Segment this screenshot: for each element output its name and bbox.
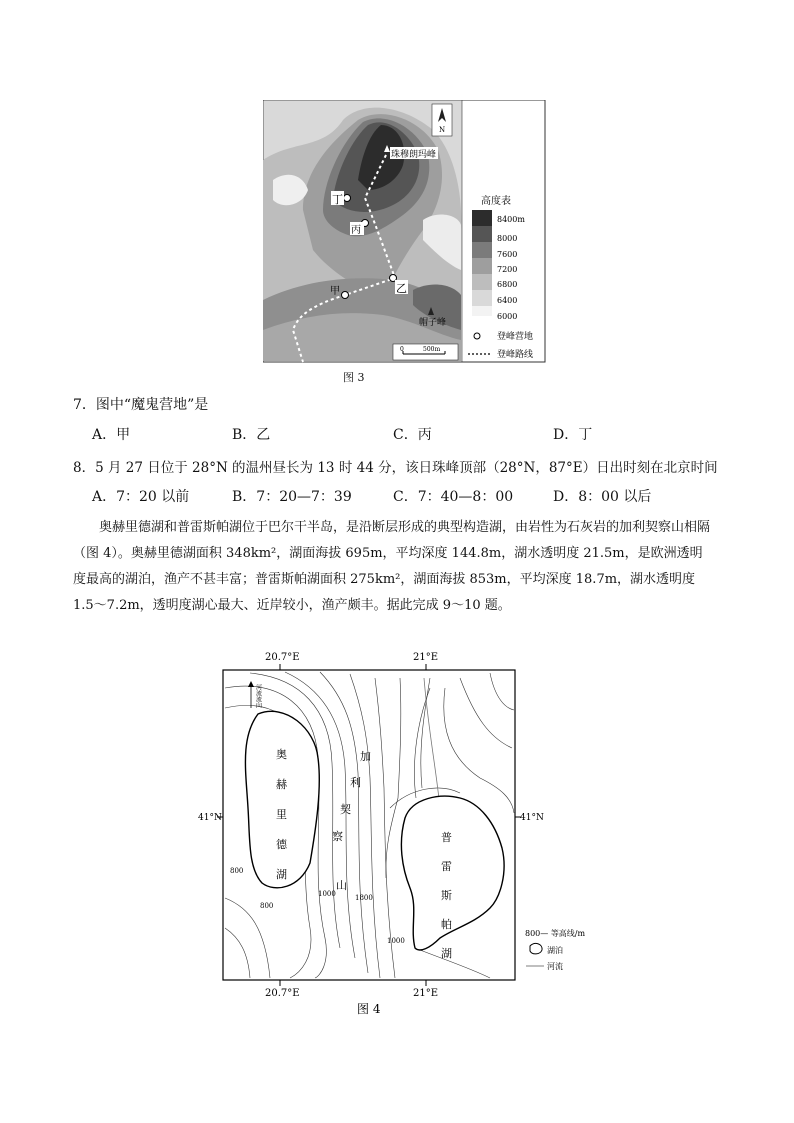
- svg-text:21°E: 21°E: [413, 988, 439, 999]
- svg-text:41°N: 41°N: [198, 813, 222, 823]
- camp-ding: [344, 195, 351, 202]
- lake-ohrid: [245, 711, 319, 887]
- legend-contour: 800— 等高线/m: [525, 929, 586, 938]
- camp-bing-label: 丙: [351, 225, 361, 236]
- svg-text:1000: 1000: [318, 890, 336, 898]
- svg-text:里: 里: [276, 808, 287, 821]
- svg-text:湖: 湖: [441, 947, 452, 960]
- legend-route: 登峰路线: [497, 350, 534, 360]
- figure-4-caption: 图 4: [357, 1002, 381, 1016]
- figure-3-map: [263, 100, 548, 365]
- camp-jia: [342, 292, 349, 299]
- svg-text:20.7°E: 20.7°E: [265, 988, 300, 999]
- question-7-stem: 7．图中“魔鬼营地”是: [73, 397, 209, 413]
- svg-text:8000: 8000: [497, 234, 518, 243]
- everest-label: 珠穆朗玛峰: [391, 150, 437, 160]
- q8-option-c: C．7：40—8：00: [393, 489, 514, 505]
- svg-text:雷: 雷: [441, 860, 452, 873]
- svg-text:契: 契: [340, 803, 351, 816]
- hat-peak-label: 帽子峰: [419, 318, 447, 328]
- svg-text:500m: 500m: [423, 346, 441, 353]
- q7-option-c: C．丙: [393, 427, 432, 443]
- q8-option-a: A．7：20 以前: [92, 489, 190, 505]
- svg-text:6400: 6400: [497, 296, 518, 305]
- svg-text:德: 德: [276, 838, 287, 851]
- svg-text:20.7°E: 20.7°E: [265, 652, 300, 663]
- svg-text:普: 普: [441, 831, 452, 844]
- svg-text:奥: 奥: [276, 748, 287, 761]
- svg-text:加: 加: [360, 750, 371, 763]
- svg-text:察: 察: [332, 830, 343, 843]
- north-arrow-icon: [432, 104, 452, 136]
- svg-text:1800: 1800: [355, 894, 373, 902]
- legend-camp: 登峰营地: [497, 332, 534, 342]
- svg-text:0: 0: [400, 346, 404, 353]
- svg-text:21°E: 21°E: [413, 652, 439, 663]
- q8-option-d: D．8：00 以后: [553, 489, 652, 505]
- svg-text:N: N: [439, 126, 446, 134]
- svg-text:41°N: 41°N: [520, 813, 544, 823]
- svg-text:山: 山: [336, 879, 347, 892]
- camp-jia-label: 甲: [330, 286, 340, 297]
- q8-option-b: B．7：20—7：39: [232, 489, 352, 505]
- svg-text:1000: 1000: [387, 937, 405, 945]
- svg-text:800: 800: [230, 867, 244, 875]
- q7-option-a: A．甲: [92, 427, 131, 443]
- scale-bar: [393, 344, 458, 360]
- svg-text:8400m: 8400m: [497, 215, 525, 224]
- figure-4-map: [190, 648, 610, 1023]
- q7-option-b: B．乙: [232, 427, 271, 443]
- passage-lakes: 奥赫里德湖和普雷斯帕湖位于巴尔干半岛，是沿断层形成的典型构造湖，由岩性为石灰岩的加利契察山相隔（图 4）。奥赫里德湖面积 348km²，湖面海拔 695m，平均深度 144.8m，湖水透明度 21.5m，是欧洲透明度最高的湖泊，渔产不甚丰富；普雷斯帕湖面积 275km²，湖面海拔 853m，平均深度 18.7m，湖水透明度 1.5～7.2m，透明度湖心最大、近岸较小，渔产颇丰。据此完成 9～10 题。: [73, 520, 711, 613]
- svg-text:斯: 斯: [441, 889, 452, 902]
- flow-label: 河流流向: [254, 684, 262, 708]
- svg-text:赫: 赫: [276, 778, 287, 791]
- question-8-stem: 8．5 月 27 日位于 28°N 的温州昼长为 13 时 44 分，该日珠峰顶部（28°N，87°E）日出时刻在北京时间: [73, 460, 718, 476]
- svg-text:湖: 湖: [276, 868, 287, 881]
- svg-text:6800: 6800: [497, 280, 518, 289]
- q7-option-d: D．丁: [553, 427, 593, 443]
- svg-text:利: 利: [350, 776, 361, 789]
- legend-lake-icon: [530, 943, 542, 953]
- figure-3-caption: 图 3: [343, 371, 365, 384]
- svg-text:800: 800: [260, 902, 274, 910]
- camp-yi-label: 乙: [396, 282, 407, 295]
- legend-lake: 湖泊: [547, 946, 563, 955]
- camp-ding-label: 丁: [332, 193, 343, 206]
- svg-text:6000: 6000: [497, 312, 518, 321]
- svg-text:7200: 7200: [497, 265, 518, 274]
- legend-river: 河流: [547, 962, 563, 971]
- svg-text:7600: 7600: [497, 250, 518, 259]
- svg-text:帕: 帕: [441, 918, 452, 931]
- legend-title: 高度表: [481, 196, 511, 207]
